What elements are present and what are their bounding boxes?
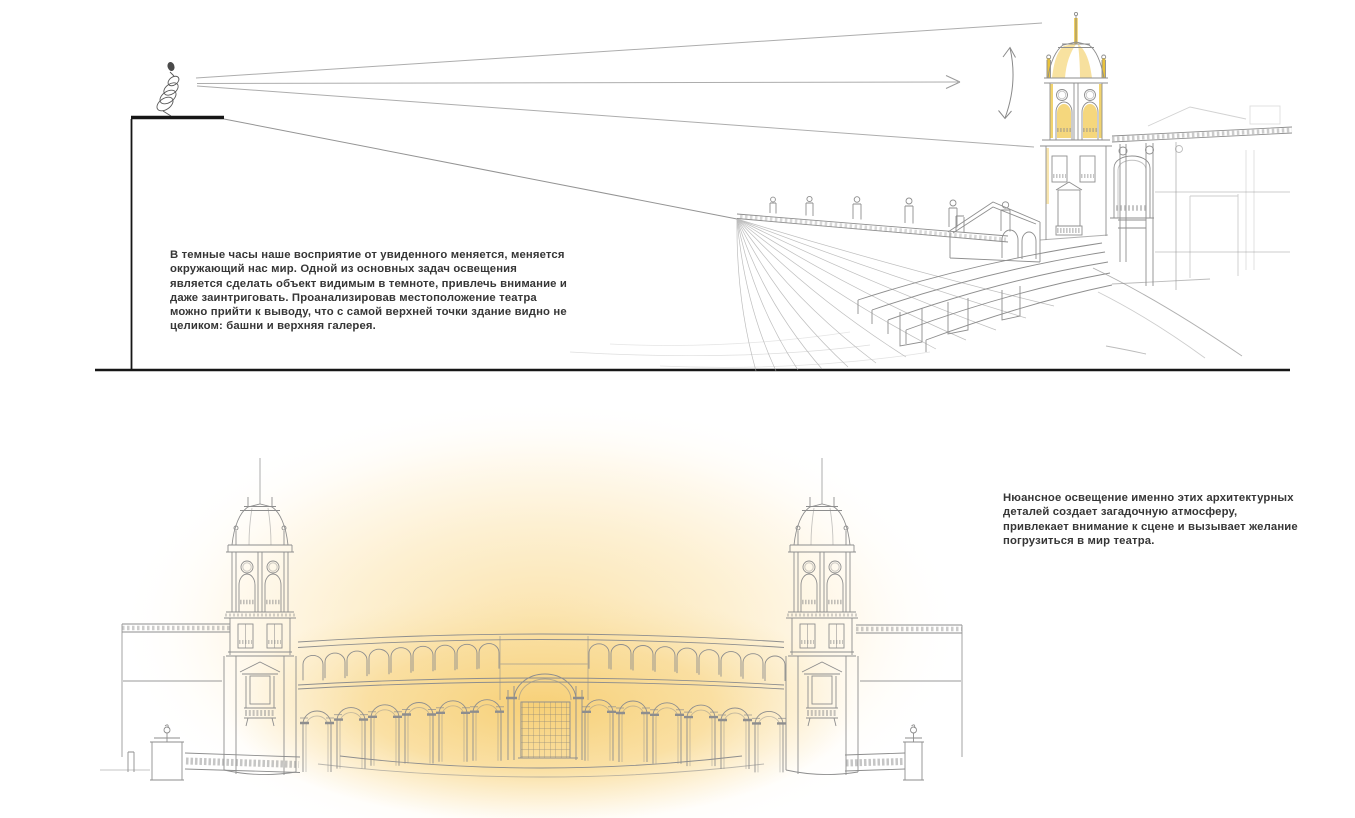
viewer-figure-sketch [154,61,180,116]
analysis-paragraph: В темные часы наше восприятие от увиденного меняется, меняется окружающий нас мир. Одной из основных задач освещения является сделать объект видимым в темноте, привлечь внимание и даже заинтриговать. Проанализировав местоположение театра можно прийти к выводу, что с самой верхней точки здание видно не целиком: башни и верхняя галерея. [170,249,567,333]
balustrade-sketch [737,196,1010,242]
tower-gold-highlights [1046,18,1105,204]
lighting-paragraph: Нюансное освещение именно этих архитектурных деталей создает загадочную атмосферу, привлекает внимание к сцене и вызывает желание погрузиться в мир театра. [1003,492,1298,547]
facade-sketch [1110,106,1292,290]
theater-tower-sketch [1040,12,1112,240]
theater-elevation-illustration [0,385,1355,818]
sight-lines [196,23,1042,219]
amphitheater-steps-sketch [858,235,1242,358]
vertical-span-arrow [999,48,1016,119]
perspective-ground-lines [570,219,1054,371]
